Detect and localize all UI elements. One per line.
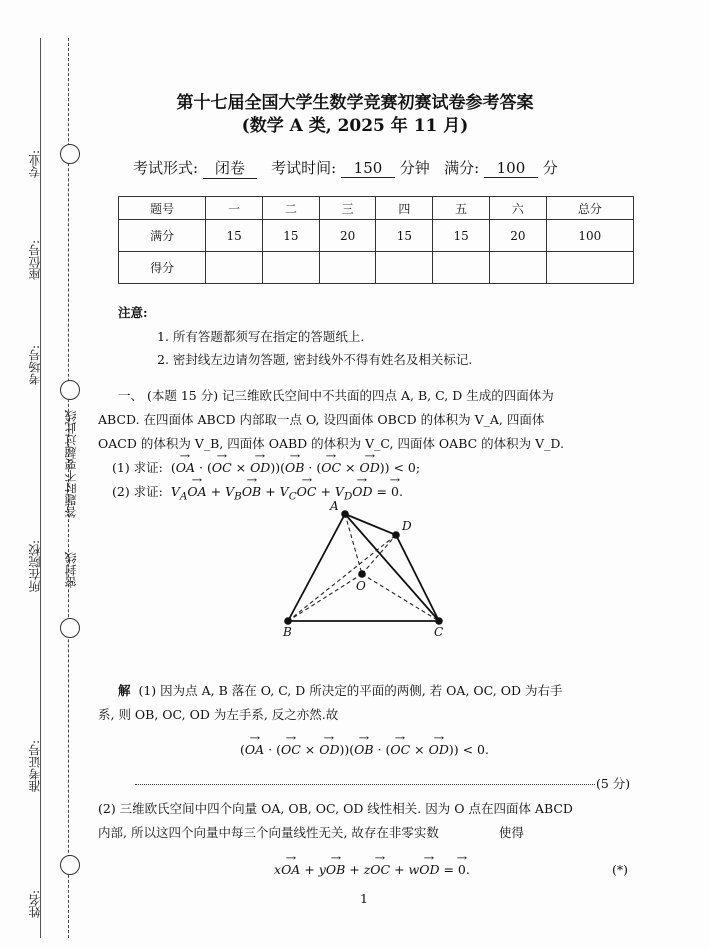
problem1-line2: ABCD. 在四面体 ABCD 内部取一点 O, 设四面体 OBCD 的体积为 V_A, 四面体 (98, 412, 545, 427)
exam-time-value: 150 (341, 159, 395, 178)
binding-hole (60, 618, 80, 638)
score-mark-5: (5 分) (596, 776, 631, 791)
score-table (118, 196, 634, 284)
part1-formula: (→ OA · (→ OC × → OD))(→ OB · (→ OC × → OD)) < 0; (167, 460, 420, 475)
edge-AC (345, 514, 439, 621)
edge-AD (345, 514, 396, 535)
margin-school-label: 所在院校: (28, 540, 42, 593)
score-entry-cell[interactable] (376, 252, 433, 284)
label-D: D (402, 519, 412, 533)
score-table-header-row (119, 197, 634, 220)
solution-p1-line2: 系, 则 OB, OC, OD 为左手系, 反之亦然.故 (98, 707, 339, 722)
table-cell: 15 (376, 220, 433, 252)
point-B (284, 617, 292, 625)
exam-info (133, 157, 558, 179)
problem1-intro: 一、 (本题 15 分) 记三维欧氏空间中不共面的四点 A, B, C, D 生成的四面体为 (118, 388, 554, 403)
exam-score-label: 满分: (444, 159, 480, 177)
margin-id-label: 准考证号: (28, 740, 42, 793)
seal-warning-text: 答题时不要超过此线 (64, 410, 78, 518)
exam-time-label: 考试时间: (271, 159, 337, 177)
segment-OB (288, 574, 362, 621)
problem1-part1 (112, 456, 420, 479)
segment-OD (362, 535, 396, 574)
part1-label: (1) 求证: (112, 460, 163, 475)
margin-major-label: 专业: (28, 150, 42, 179)
seal-line-text: 密封线 (64, 552, 78, 588)
solution-formula-2: x→ OA + y→ OB + z→ OC + w→ OD = → 0. (274, 858, 470, 881)
page-subtitle: (数学 A 类, 2025 年 11 月) (241, 116, 469, 136)
table-cell: 100 (546, 220, 633, 252)
margin-name-label: 姓名: (28, 890, 42, 919)
table-cell: 15 (262, 220, 319, 252)
exam-time-unit: 分钟 (399, 159, 430, 177)
binding-hole (60, 855, 80, 875)
part2-label: (2) 求证: (112, 484, 163, 499)
table-cell: 一 (206, 197, 263, 220)
page-number: 1 (360, 891, 368, 906)
label-B: B (283, 625, 292, 639)
score-entry-cell[interactable] (546, 252, 633, 284)
table-cell: 四 (376, 197, 433, 220)
exam-score-unit: 分 (542, 159, 558, 177)
table-cell: 20 (319, 220, 376, 252)
table-cell: 六 (489, 197, 546, 220)
exam-form-value: 闭卷 (203, 157, 257, 179)
solution-p2-line2 (98, 821, 524, 844)
point-O (358, 570, 366, 578)
tetrahedron-figure (278, 500, 458, 645)
table-cell: 三 (319, 197, 376, 220)
note-item: 1. 所有答题都须写在指定的答题纸上. (157, 329, 365, 344)
table-cell: 五 (433, 197, 490, 220)
note-item: 2. 密封线左边请勿答题, 密封线外不得有姓名及相关标记. (157, 352, 473, 367)
margin-seat-label: 座位号: (28, 240, 42, 281)
score-entry-cell[interactable] (433, 252, 490, 284)
exam-form-label: 考试形式: (133, 159, 199, 177)
score-table-full-row (119, 220, 634, 252)
table-cell: 15 (433, 220, 490, 252)
binding-hole (60, 380, 80, 400)
table-cell: 15 (206, 220, 263, 252)
table-cell: 总分 (546, 197, 633, 220)
edge-BD-hidden (288, 535, 396, 621)
edge-AB (288, 514, 345, 621)
point-C (435, 617, 443, 625)
solution-p2-line1: (2) 三维欧氏空间中四个向量 OA, OB, OC, OD 线性相关. 因为 O 点在四面体 ABCD (98, 801, 573, 816)
binding-hole (60, 144, 80, 164)
solution-p1-line1: (1) 因为点 A, B 落在 O, C, D 所决定的平面的两侧, 若 OA, OC, OD 为右手 (138, 683, 563, 698)
score-entry-cell[interactable] (319, 252, 376, 284)
score-dotted-leader (135, 775, 595, 785)
solution-line1 (118, 679, 562, 702)
point-D (392, 531, 400, 539)
table-cell: 满分 (119, 220, 206, 252)
table-cell: 20 (489, 220, 546, 252)
exam-score-value: 100 (484, 159, 538, 178)
label-O: O (356, 579, 366, 593)
solution-label: 解 (118, 683, 131, 698)
notes-title: 注意: (118, 305, 148, 320)
margin-room-label: 考场号: (28, 345, 42, 386)
label-C: C (434, 625, 444, 639)
label-A: A (330, 500, 339, 513)
table-cell: 得分 (119, 252, 206, 284)
equation-tag: (*) (612, 862, 629, 877)
score-table-got-row (119, 252, 634, 284)
page-title: 第十七届全国大学生数学竞赛初赛试卷参考答案 (176, 93, 534, 113)
part2-formula: $V_A\to$ OA + $V_B\to$ OB + $V_C\to$ OC + $V_D\to$ OD = → 0. (167, 484, 403, 499)
table-cell: 题号 (119, 197, 206, 220)
problem1-line3: OACD 的体积为 V_B, 四面体 OABD 的体积为 V_C, 四面体 OABC 的体积为 V_D. (98, 436, 564, 451)
solution-formula-1: (→ OA · (→ OC × → OD))(→ OB · (→ OC × → OD)) < 0. (240, 738, 489, 761)
solution-p2-end: 使得 (498, 825, 524, 840)
point-A (341, 510, 349, 518)
score-entry-cell[interactable] (206, 252, 263, 284)
solution-p2-text: 内部, 所以这四个向量中每三个向量线性无关, 故存在非零实数 (98, 825, 439, 840)
score-entry-cell[interactable] (262, 252, 319, 284)
table-cell: 二 (262, 197, 319, 220)
score-entry-cell[interactable] (489, 252, 546, 284)
